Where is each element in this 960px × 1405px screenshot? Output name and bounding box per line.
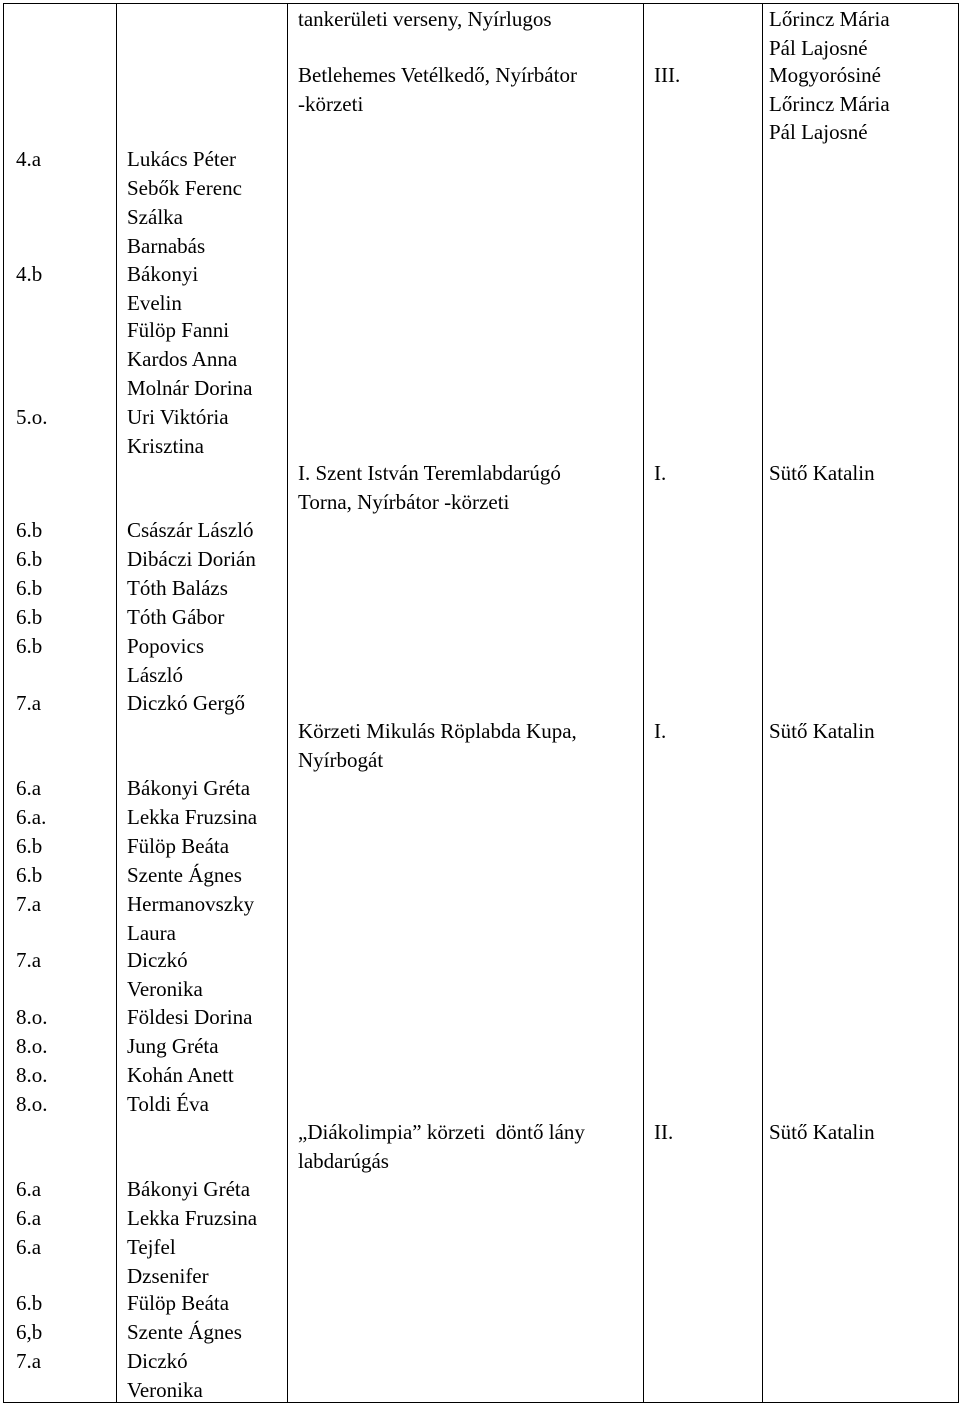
student-name: Hermanovszky Laura bbox=[127, 892, 255, 945]
student-class: 6.a. bbox=[16, 805, 47, 829]
student-class: 6.b bbox=[16, 605, 43, 629]
table-border-top bbox=[3, 3, 959, 4]
student-class: 6.b bbox=[16, 634, 43, 658]
competition-name: Körzeti Mikulás Röplabda Kupa, Nyírbogát bbox=[298, 719, 577, 772]
student-name: Földesi Dorina bbox=[127, 1005, 253, 1029]
competition-name: „Diákolimpia” körzeti döntő lány labdarúgás bbox=[298, 1120, 585, 1173]
student-class: 6.b bbox=[16, 863, 43, 887]
column-divider-name bbox=[287, 3, 288, 1403]
competition-name: tankerületi verseny, Nyírlugos bbox=[298, 7, 552, 31]
student-name: Fülöp Beáta bbox=[127, 834, 230, 858]
student-name: Bákonyi Gréta bbox=[127, 776, 251, 800]
student-name: Tóth Balázs bbox=[127, 576, 228, 600]
student-class: 6.a bbox=[16, 1177, 42, 1201]
competition-place: I. bbox=[654, 461, 667, 485]
competition-teacher: Mogyorósiné Lőrincz Mária Pál Lajosné bbox=[769, 63, 890, 144]
student-class: 6.b bbox=[16, 834, 43, 858]
student-class: 6.b bbox=[16, 1291, 43, 1315]
student-name: Molnár Dorina bbox=[127, 376, 253, 400]
student-class: 6,b bbox=[16, 1320, 43, 1344]
student-class: 6.a bbox=[16, 776, 42, 800]
student-name: Bákonyi Gréta bbox=[127, 1177, 251, 1201]
student-class: 4.a bbox=[16, 147, 42, 171]
student-name: Uri Viktória Krisztina bbox=[127, 405, 229, 458]
student-name: Fülöp Beáta bbox=[127, 1291, 230, 1315]
student-class: 6.a bbox=[16, 1206, 42, 1230]
student-class: 7.a bbox=[16, 892, 42, 916]
student-name: Kohán Anett bbox=[127, 1063, 234, 1087]
student-name: Kardos Anna bbox=[127, 347, 238, 371]
student-name: Diczkó Veronika bbox=[127, 1349, 203, 1402]
student-name: Lekka Fruzsina bbox=[127, 1206, 258, 1230]
student-class: 6.b bbox=[16, 547, 43, 571]
student-class: 6.b bbox=[16, 518, 43, 542]
competition-teacher: Sütő Katalin bbox=[769, 461, 875, 485]
student-name: Szálka Barnabás bbox=[127, 205, 206, 258]
student-name: Tejfel Dzsenifer bbox=[127, 1235, 209, 1288]
table-border-left bbox=[3, 3, 4, 1403]
student-class: 4.b bbox=[16, 262, 43, 286]
student-name: Sebők Ferenc bbox=[127, 176, 242, 200]
student-class: 8.o. bbox=[16, 1063, 48, 1087]
student-name: Bákonyi Evelin bbox=[127, 262, 199, 315]
student-name: Popovics László bbox=[127, 634, 205, 687]
student-class: 8.o. bbox=[16, 1034, 48, 1058]
student-name: Toldi Éva bbox=[127, 1092, 209, 1116]
student-name: Diczkó Veronika bbox=[127, 948, 203, 1001]
student-name: Császár László bbox=[127, 518, 254, 542]
competition-place: III. bbox=[654, 63, 681, 87]
student-name: Lekka Fruzsina bbox=[127, 805, 258, 829]
student-class: 7.a bbox=[16, 1349, 42, 1373]
column-divider-place bbox=[762, 3, 763, 1403]
column-divider-class bbox=[116, 3, 117, 1403]
student-class: 6.b bbox=[16, 576, 43, 600]
competition-teacher: Lőrincz Mária Pál Lajosné bbox=[769, 7, 890, 60]
student-class: 5.o. bbox=[16, 405, 48, 429]
table-border-right bbox=[958, 3, 959, 1403]
column-divider-competition bbox=[643, 3, 644, 1403]
student-class: 7.a bbox=[16, 691, 42, 715]
competition-teacher: Sütő Katalin bbox=[769, 719, 875, 743]
student-name: Fülöp Fanni bbox=[127, 318, 230, 342]
competition-place: II. bbox=[654, 1120, 674, 1144]
competition-place: I. bbox=[654, 719, 667, 743]
student-class: 8.o. bbox=[16, 1092, 48, 1116]
student-name: Diczkó Gergő bbox=[127, 691, 245, 715]
student-name: Szente Ágnes bbox=[127, 1320, 242, 1344]
competition-name: I. Szent István Teremlabdarúgó Torna, Nyírbátor -körzeti bbox=[298, 461, 561, 514]
student-class: 8.o. bbox=[16, 1005, 48, 1029]
student-name: Lukács Péter bbox=[127, 147, 237, 171]
student-name: Jung Gréta bbox=[127, 1034, 219, 1058]
competition-teacher: Sütő Katalin bbox=[769, 1120, 875, 1144]
student-class: 6.a bbox=[16, 1235, 42, 1259]
student-name: Dibáczi Dorián bbox=[127, 547, 256, 571]
student-name: Szente Ágnes bbox=[127, 863, 242, 887]
competition-name: Betlehemes Vetélkedő, Nyírbátor -körzeti bbox=[298, 63, 577, 116]
student-class: 7.a bbox=[16, 948, 42, 972]
student-name: Tóth Gábor bbox=[127, 605, 225, 629]
